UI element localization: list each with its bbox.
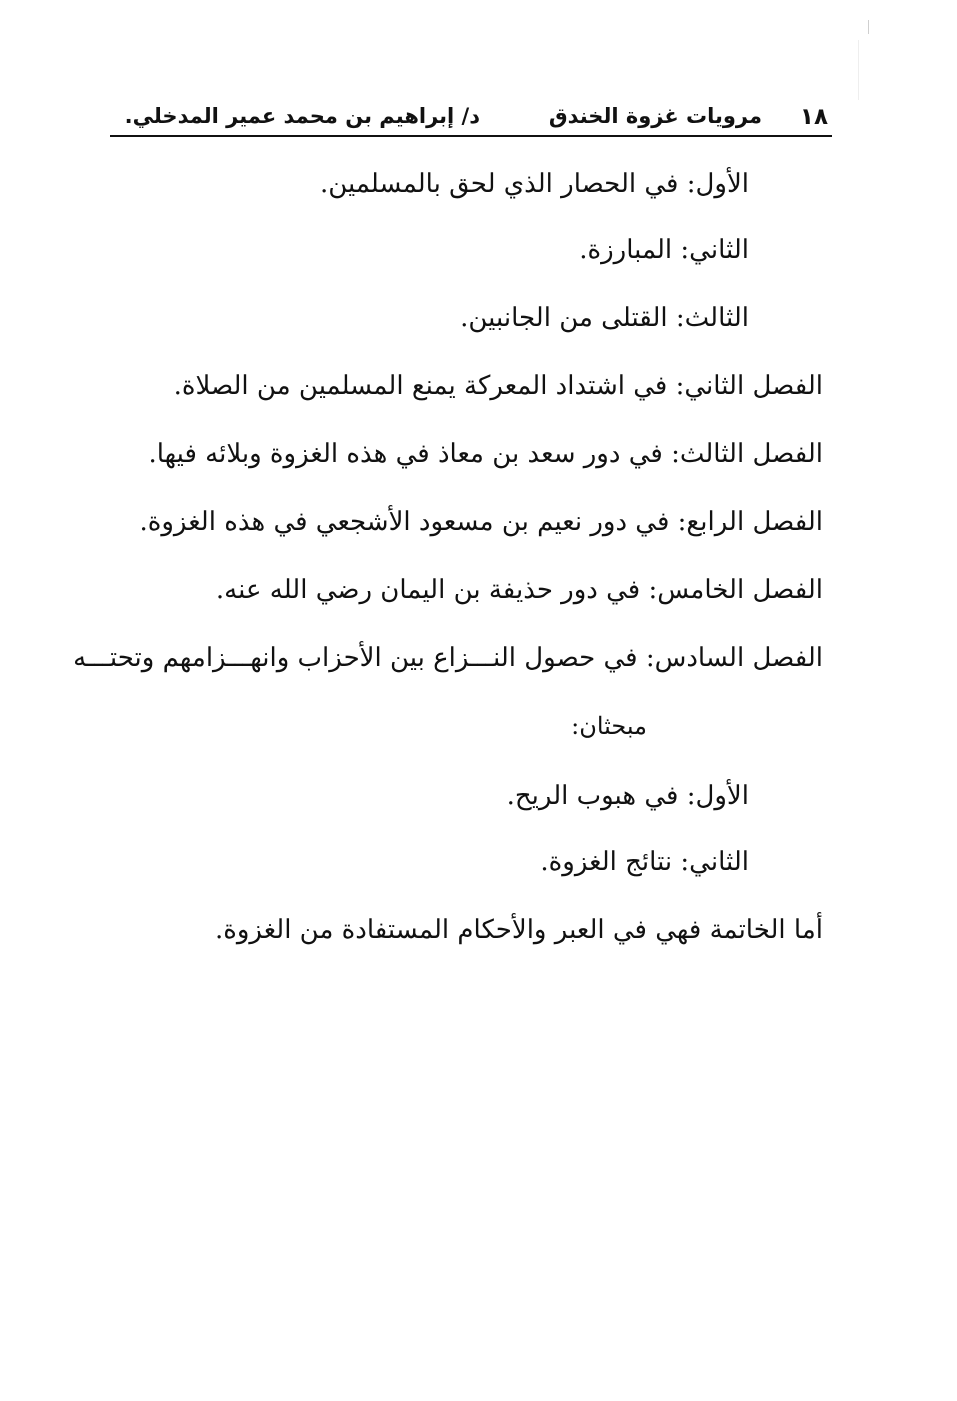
- content-line: الفصل الثاني: في اشتداد المعركة يمنع المسلمين من الصلاة.: [173, 371, 823, 401]
- author-name: د/ إبراهيم بن محمد عمير المدخلي.: [124, 104, 480, 128]
- content-line: الفصل الرابع: في دور نعيم بن مسعود الأشجعي في هذه الغزوة.: [139, 507, 823, 537]
- header-rule: [110, 135, 832, 137]
- content-line: الفصل الخامس: في دور حذيفة بن اليمان رضي الله عنه.: [215, 575, 823, 605]
- content-line: أما الخاتمة فهي في العبر والأحكام المستفادة من الغزوة.: [214, 915, 823, 945]
- content-line: الأول: في هبوب الريح.: [506, 781, 749, 811]
- content-line: الثالث: القتلى من الجانبين.: [460, 303, 749, 333]
- content-line: الفصل الثالث: في دور سعد بن معاذ في هذه الغزوة وبلائه فيها.: [148, 439, 823, 469]
- book-title: مرويات غزوة الخندق: [548, 104, 762, 128]
- content-line: مبحثان:: [571, 712, 647, 740]
- scan-mark: [858, 40, 859, 100]
- running-header: [110, 104, 832, 138]
- content-line: الفصل السادس: في حصول النـــزاع بين الأحزاب وانهـــزامهم وتحتـــه: [73, 643, 823, 673]
- page-number: ١٨: [799, 104, 828, 130]
- scan-mark: [868, 20, 869, 34]
- content-line: الأول: في الحصار الذي لحق بالمسلمين.: [319, 169, 749, 199]
- content-line: الثاني: نتائج الغزوة.: [540, 847, 749, 877]
- content-line: الثاني: المبارزة.: [579, 235, 749, 265]
